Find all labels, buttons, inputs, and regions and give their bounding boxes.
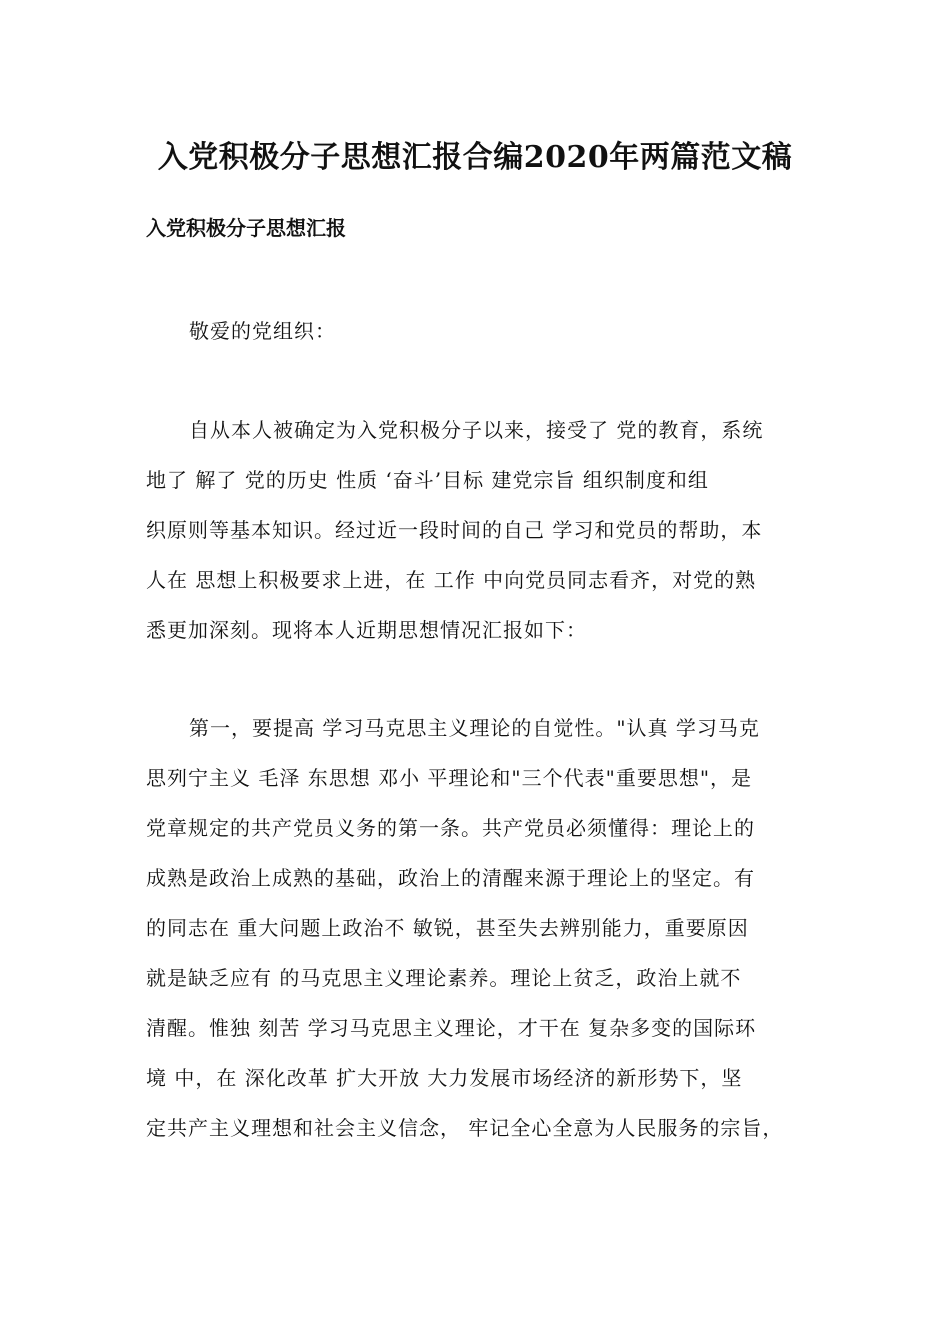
paragraph-2-line-8: 境 中，在 深化改革 扩大开放 大力发展市场经济的新形势下，坚 [146,1066,743,1090]
paragraph-2-line-3: 党章规定的共产党员义务的第一条。共产党员必须懂得：理论上的 [146,816,755,840]
paragraph-2-line-6: 就是缺乏应有 的马克思主义理论素养。理论上贫乏，政治上就不 [146,966,742,990]
paragraph-2-line-9: 定共产主义理想和社会主义信念， 牢记全心全意为人民服务的宗旨， [146,1116,784,1140]
paragraph-1-line-3: 织原则等基本知识。经过近一段时间的自己 学习和党员的帮助，本 [146,518,763,542]
paragraph-2-line-5: 的同志在 重大问题上政治不 敏锐，甚至失去辨别能力，重要原因 [146,916,749,940]
paragraph-1-line-2: 地了 解了 党的历史 性质 ‘奋斗’目标 建党宗旨 组织制度和组 [146,468,709,492]
paragraph-1-line-5: 悉更加深刻。现将本人近期思想情况汇报如下： [146,618,587,642]
paragraph-2-line-4: 成熟是政治上成熟的基础，政治上的清醒来源于理论上的坚定。有 [146,866,755,890]
paragraph-1-line-1: 自从本人被确定为入党积极分子以来，接受了 党的教育，系统 [189,418,764,442]
paragraph-1-line-4: 人在 思想上积极要求上进，在 工作 中向党员同志看齐，对党的熟 [146,568,757,592]
paragraph-2-line-1: 第一，要提高 学习马克思主义理论的自觉性。"认真 学习马克 [189,716,760,740]
paragraph-2-line-7: 清醒。惟独 刻苦 学习马克思主义理论，才干在 复杂多变的国际环 [146,1016,757,1040]
paragraph-2-line-2: 思列宁主义 毛泽 东思想 邓小 平理论和"三个代表"重要思想"，是 [146,766,753,790]
salutation: 敬爱的党组织： [189,319,336,343]
document-subtitle: 入党积极分子思想汇报 [146,216,346,240]
document-title: 入党积极分子思想汇报合编2020年两篇范文稿 [157,140,793,175]
